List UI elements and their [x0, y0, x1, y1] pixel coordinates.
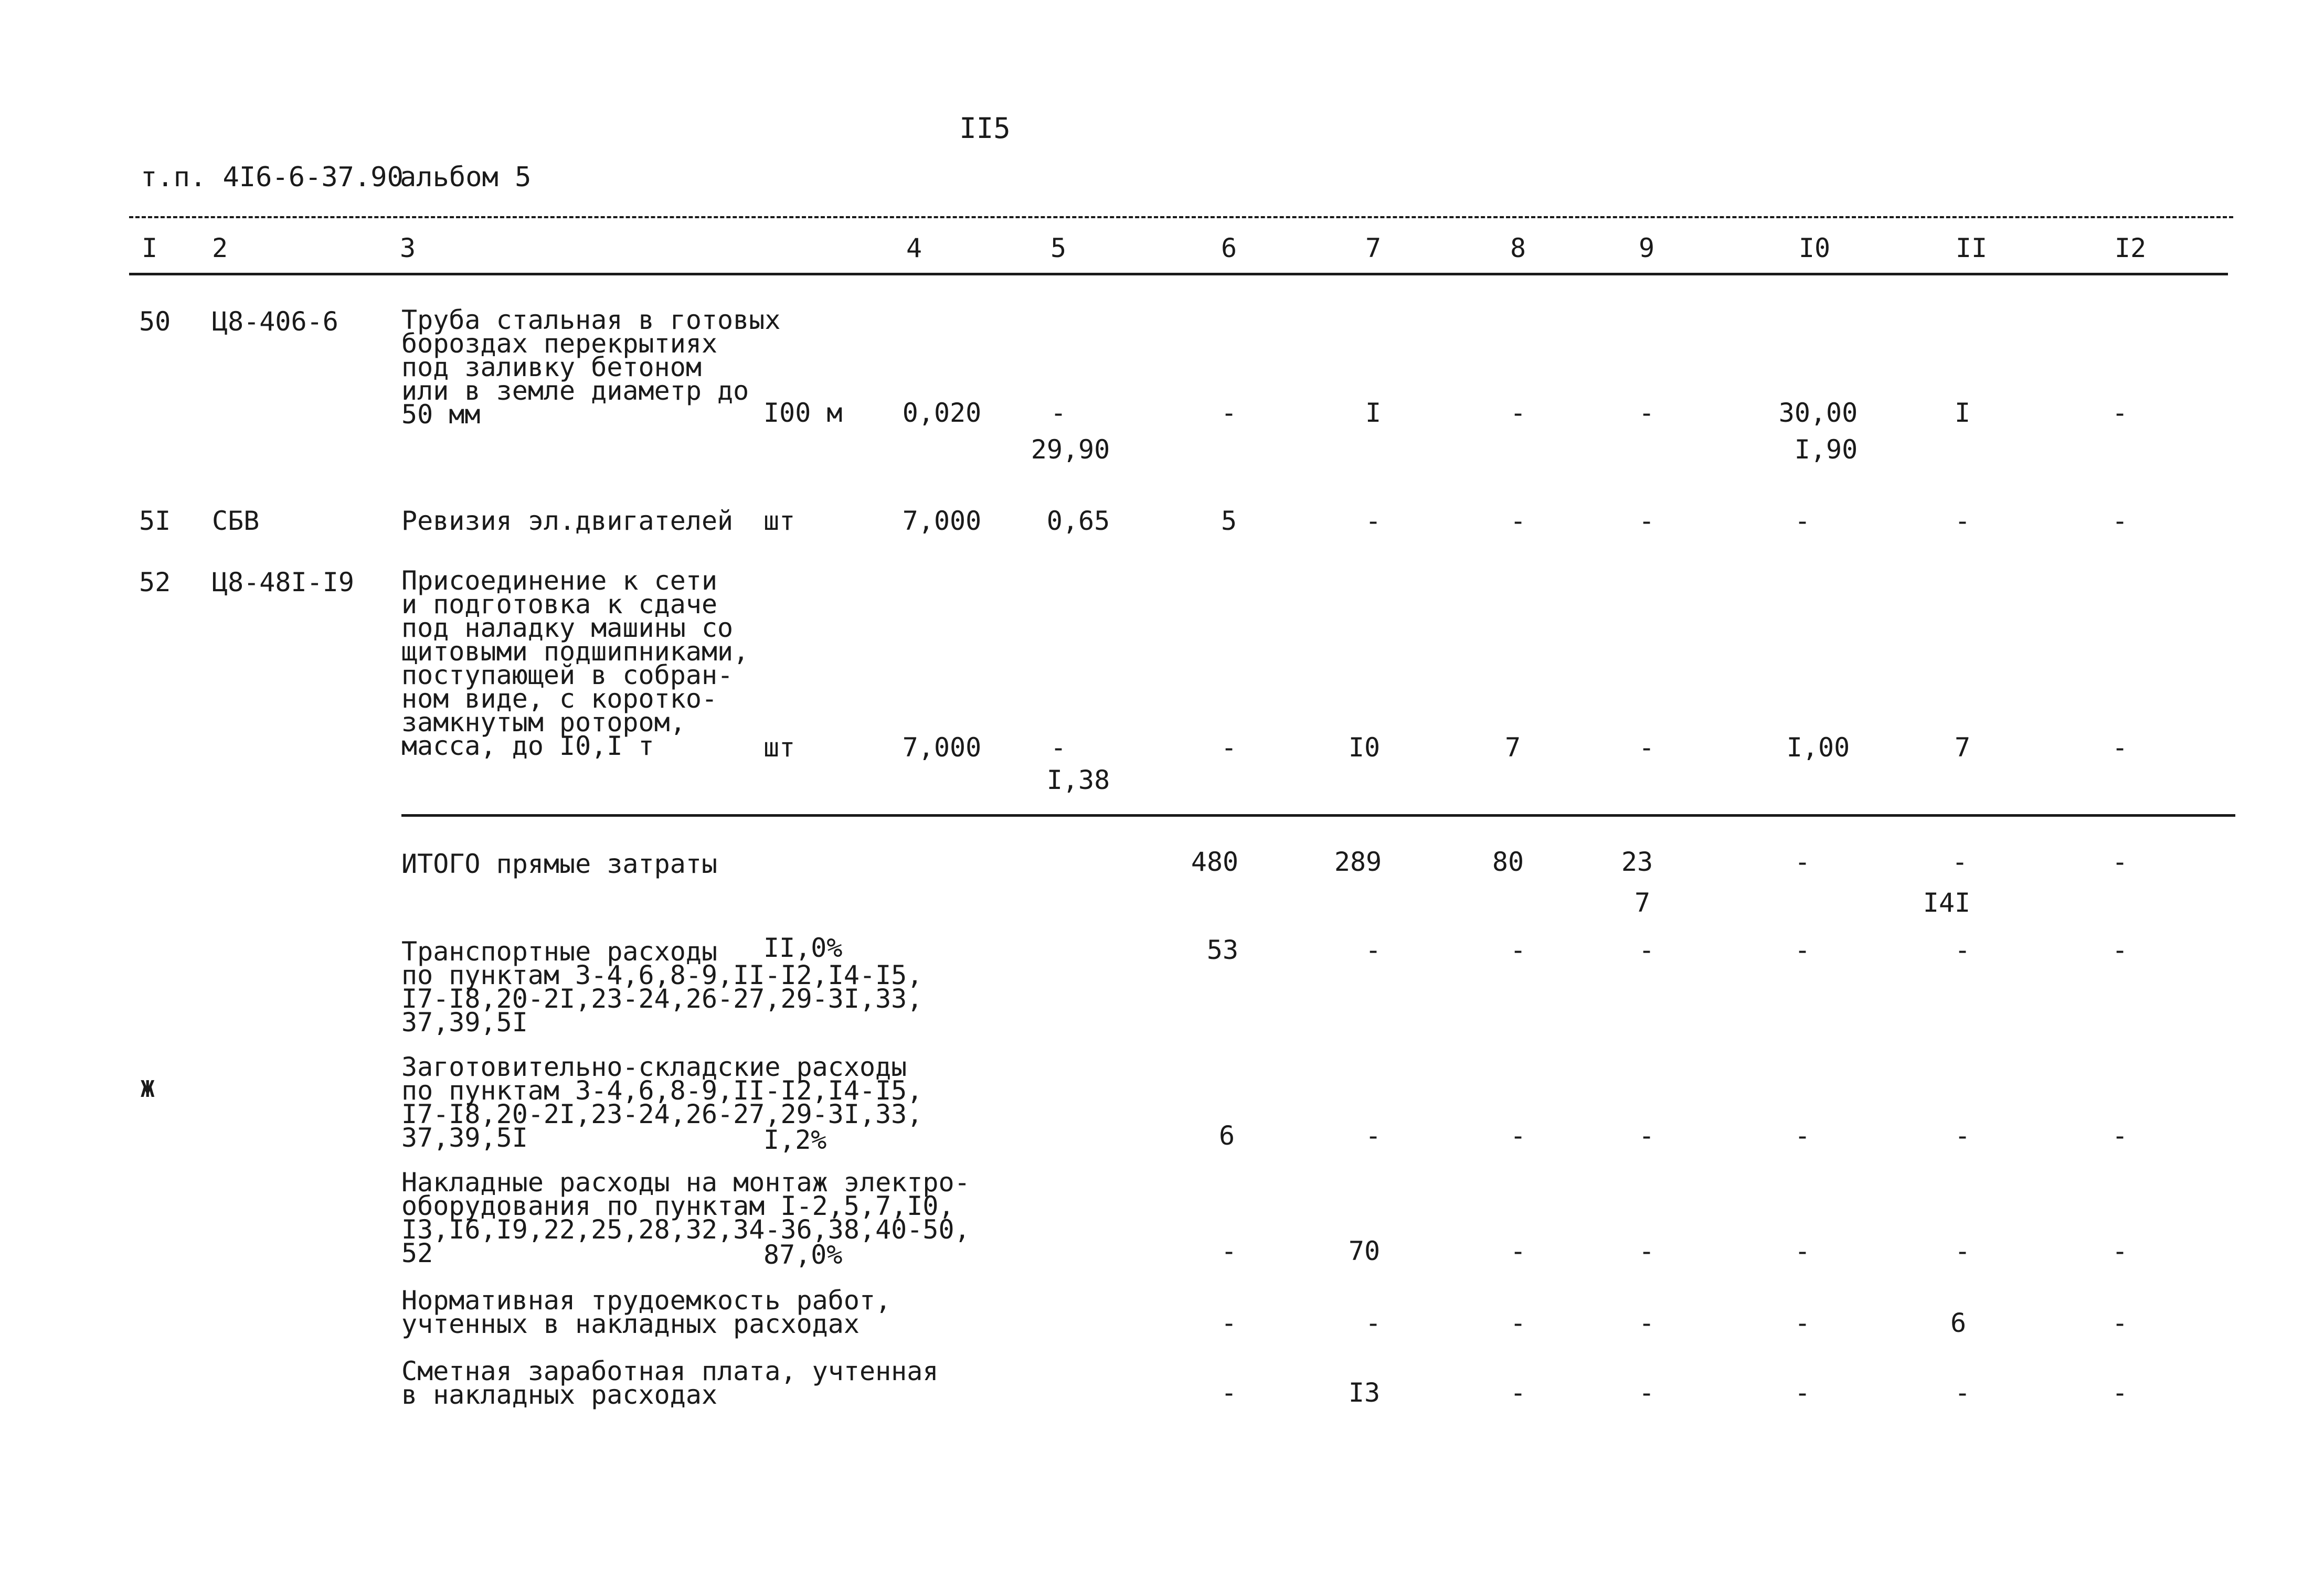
- summary-label: Сметная заработная плата, учтенная в накладных расходах: [401, 1356, 939, 1410]
- col11-value: 7: [1954, 732, 1971, 763]
- col10-value: -: [1794, 847, 1811, 877]
- col5-subvalue: I,38: [1046, 765, 1110, 795]
- col7-value: -: [1365, 1120, 1382, 1151]
- norm-code: СБВ: [212, 506, 260, 536]
- column-header: 8: [1510, 233, 1526, 263]
- col9-value: 23: [1621, 847, 1653, 877]
- column-header: 4: [906, 233, 922, 263]
- col11-value: I: [1954, 398, 1971, 428]
- col10-subvalue: I,90: [1794, 434, 1858, 465]
- col7-value: 289: [1334, 847, 1382, 877]
- header-top-rule: [129, 216, 2233, 218]
- col7-value: 70: [1348, 1236, 1381, 1266]
- col12-value: -: [2111, 1308, 2128, 1338]
- summary-rate: I,2%: [763, 1125, 827, 1155]
- col9-value: -: [1638, 506, 1655, 536]
- col5-value: -: [1050, 398, 1067, 428]
- col12-value: -: [2111, 398, 2128, 428]
- unit: шт: [763, 732, 795, 763]
- col9-value: -: [1638, 1236, 1655, 1266]
- row-number: 50: [139, 306, 171, 337]
- col6-value: -: [1221, 1236, 1237, 1266]
- summary-rate: II,0%: [763, 933, 843, 963]
- col8-value: -: [1510, 935, 1526, 965]
- col10-value: -: [1794, 1120, 1811, 1151]
- col12-value: -: [2111, 1378, 2128, 1408]
- col12-value: -: [2111, 1120, 2128, 1151]
- col12-value: -: [2111, 732, 2128, 763]
- col6-value: -: [1221, 398, 1237, 428]
- summary-label: Транспортные расходы по пунктам 3-4,6,8-9,II-I2,I4-I5, I7-I8,20-2I,23-24,26-27,29-3I,33, 37,39,5I: [401, 936, 923, 1038]
- col11-value: -: [1951, 847, 1968, 877]
- col8-value: -: [1510, 1236, 1526, 1266]
- col9-value: -: [1638, 398, 1655, 428]
- col10-value: I,00: [1786, 732, 1850, 763]
- col10-value: -: [1794, 1308, 1811, 1338]
- col11-value: -: [1954, 1378, 1971, 1408]
- col9-subvalue: 7: [1634, 888, 1651, 918]
- column-header: 2: [212, 233, 228, 263]
- column-header: 9: [1638, 233, 1655, 263]
- col10-value: -: [1794, 506, 1811, 536]
- column-header: I: [142, 233, 158, 263]
- col10-value: -: [1794, 1236, 1811, 1266]
- col7-value: -: [1365, 506, 1382, 536]
- col11-value: -: [1954, 1236, 1971, 1266]
- page-number: II5: [959, 112, 1011, 145]
- col9-value: -: [1638, 1378, 1655, 1408]
- col8-value: 80: [1492, 847, 1524, 877]
- col6-value: -: [1221, 1308, 1237, 1338]
- quantity: 7,000: [902, 732, 982, 763]
- col8-value: -: [1510, 1308, 1526, 1338]
- column-header: II: [1955, 233, 1988, 263]
- col9-value: -: [1638, 732, 1655, 763]
- quantity: 0,020: [902, 398, 982, 428]
- column-header: I0: [1798, 233, 1831, 263]
- col12-value: -: [2111, 1236, 2128, 1266]
- col6-value: 480: [1191, 847, 1239, 877]
- doc-reference: т.п. 4I6-6-37.90: [141, 162, 404, 193]
- row-number: 5I: [139, 506, 171, 536]
- col9-value: -: [1638, 935, 1655, 965]
- summary-label: Накладные расходы на монтаж электро- оборудования по пунктам I-2,5,7,I0, I3,I6,I9,22,25,28,32,34-36,38,40-50, 52: [401, 1167, 970, 1268]
- summary-rate: 87,0%: [763, 1240, 843, 1270]
- col7-value: -: [1365, 1308, 1382, 1338]
- col8-value: 7: [1504, 732, 1521, 763]
- col5-value: 0,65: [1046, 506, 1110, 536]
- row-number: 52: [139, 567, 171, 597]
- margin-mark: Ж: [141, 1076, 155, 1103]
- col6-value: -: [1221, 1378, 1237, 1408]
- col11-value: 6: [1950, 1308, 1967, 1338]
- col6-value: 5: [1221, 506, 1237, 536]
- column-header: 3: [400, 233, 416, 263]
- col5-value: -: [1050, 732, 1067, 763]
- column-header: 6: [1221, 233, 1237, 263]
- totals-rule: [401, 814, 2235, 817]
- col11-subvalue: I4I: [1923, 888, 1971, 918]
- album-label: альбом 5: [400, 162, 532, 193]
- col12-value: -: [2111, 847, 2128, 877]
- col12-value: -: [2111, 506, 2128, 536]
- col8-value: -: [1510, 398, 1526, 428]
- col7-value: -: [1365, 935, 1382, 965]
- col10-value: 30,00: [1778, 398, 1858, 428]
- col7-value: I3: [1348, 1378, 1381, 1408]
- column-header: 5: [1050, 233, 1067, 263]
- col6-value: -: [1221, 732, 1237, 763]
- summary-label: ИТОГО прямые затраты: [401, 849, 718, 879]
- col6-value: 53: [1206, 935, 1239, 965]
- col9-value: -: [1638, 1120, 1655, 1151]
- col8-value: -: [1510, 1378, 1526, 1408]
- col10-value: -: [1794, 1378, 1811, 1408]
- unit: шт: [763, 506, 795, 536]
- work-description: Труба стальная в готовых бороздах перекрытиях под заливку бетоном или в земле диаметр до 50 мм: [401, 305, 781, 430]
- column-header: 7: [1365, 233, 1382, 263]
- work-description: Ревизия эл.двигателей: [401, 506, 734, 536]
- col8-value: -: [1510, 1120, 1526, 1151]
- col5-subvalue: 29,90: [1031, 434, 1110, 465]
- col6-value: 6: [1218, 1120, 1235, 1151]
- col11-value: -: [1954, 1120, 1971, 1151]
- norm-code: Ц8-406-6: [212, 306, 338, 337]
- summary-label: Нормативная трудоемкость работ, учтенных в накладных расходах: [401, 1285, 892, 1339]
- col12-value: -: [2111, 935, 2128, 965]
- quantity: 7,000: [902, 506, 982, 536]
- col9-value: -: [1638, 1308, 1655, 1338]
- work-description: Присоединение к сети и подготовка к сдаче под наладку машины со щитовыми подшипниками, поступающей в собран- ном виде, с коротко- замкнутым ротором, масса, до I0,I т: [401, 565, 749, 761]
- summary-label: Заготовительно-складские расходы по пунктам 3-4,6,8-9,II-I2,I4-I5, I7-I8,20-2I,23-24,26-27,29-3I,33, 37,39,5I: [401, 1052, 923, 1153]
- col7-value: I0: [1348, 732, 1381, 763]
- norm-code: Ц8-48I-I9: [212, 567, 354, 597]
- col10-value: -: [1794, 935, 1811, 965]
- col8-value: -: [1510, 506, 1526, 536]
- col11-value: -: [1954, 935, 1971, 965]
- unit: I00 м: [763, 398, 843, 428]
- column-header: I2: [2114, 233, 2147, 263]
- col7-value: I: [1365, 398, 1382, 428]
- header-bottom-rule: [129, 273, 2228, 275]
- col11-value: -: [1954, 506, 1971, 536]
